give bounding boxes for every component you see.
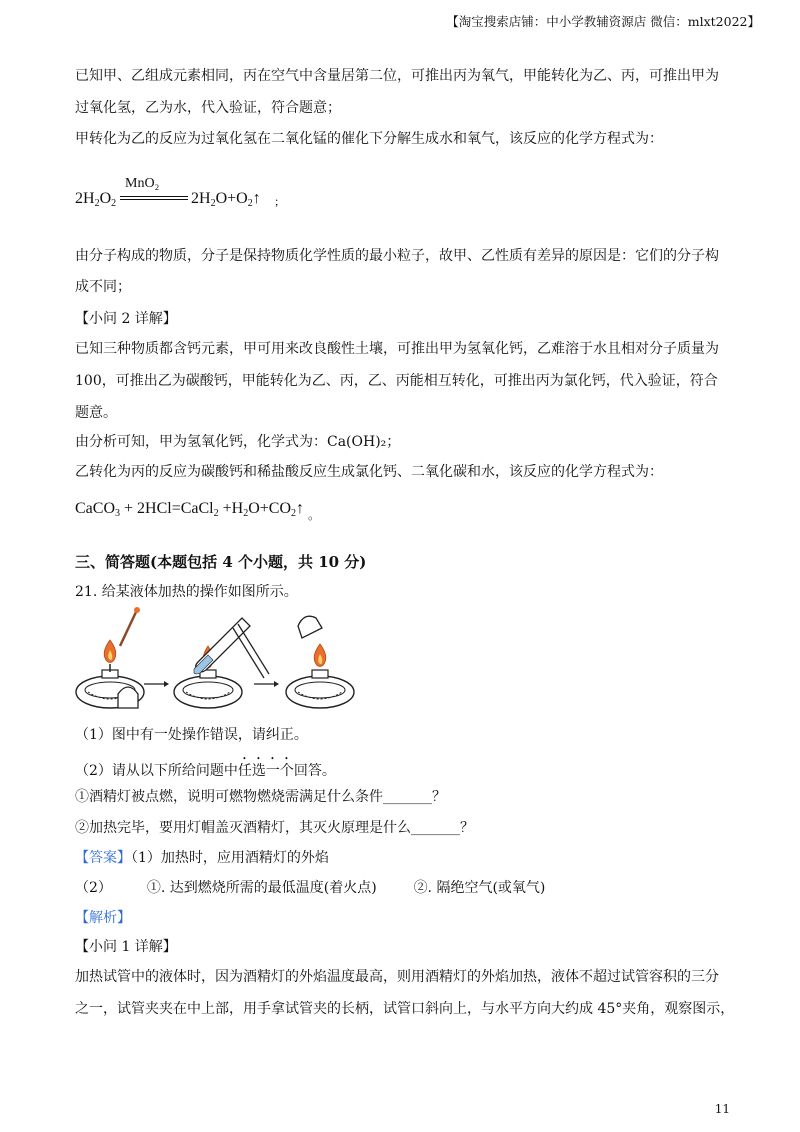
lamp-cap-icon — [118, 687, 138, 708]
page-number: 11 — [714, 1102, 730, 1116]
option-2: ②加热完毕，要用灯帽盖灭酒精灯，其灭火原理是什么_______？ — [75, 820, 474, 836]
section-title: 三、简答题(本题包括 4 个小题，共 10 分) — [75, 553, 367, 571]
paragraph-line: 乙转化为丙的反应为碳酸钙和稀盐酸反应生成氯化钙、二氧化碳和水，该反应的化学方程式为： — [75, 464, 663, 480]
arrow-right-icon — [274, 681, 279, 687]
subquestion-heading: 【小问 1 详解】 — [75, 939, 177, 955]
paragraph-line: 已知甲、乙组成元素相同，丙在空气中含量居第二位，可推出丙为氧气，甲能转化为乙、丙，可推出甲为 — [75, 68, 719, 84]
paragraph-line: 成不同； — [75, 279, 131, 295]
paragraph-line: 之一，试管夹夹在中上部，用手拿试管夹的长柄，试管口斜向上，与水平方向大约成 45°夹角，观察图示， — [75, 1001, 735, 1017]
paragraph-line: 加热试管中的液体时，因为酒精灯的外焰温度最高，则用酒精灯的外焰加热，液体不超过试管容积的三分 — [75, 969, 719, 985]
arrow-right-icon — [164, 681, 169, 687]
paragraph-line: 100，可推出乙为碳酸钙，甲能转化为乙、丙，乙、丙能相互转化，可推出丙为氯化钙，代入验证，符合 — [75, 373, 718, 389]
answer-option-b: ②. 隔绝空气(或氧气) — [413, 880, 546, 896]
answer-line-1 — [75, 848, 329, 868]
paragraph-line: 题意。 — [75, 405, 117, 421]
answer-prefix-2: （2） — [75, 880, 112, 896]
paragraph-line: 由分子构成的物质，分子是保持物质化学性质的最小粒子，故甲、乙性质有差异的原因是：它们的分子构 — [75, 248, 719, 264]
paragraph-line: 已知三种物质都含钙元素，甲可用来改良酸性土壤，可推出甲为氢氧化钙，乙难溶于水且相对分子质量为 — [75, 341, 719, 357]
alcohol-lamp-with-cap-above — [286, 616, 354, 708]
subquestion-2-suffix: 回答。 — [293, 763, 336, 779]
question-stem: 21. 给某液体加热的操作如图所示。 — [75, 584, 298, 600]
equals-bar — [120, 196, 188, 200]
subquestion-1: （1）图中有一处操作错误，请纠正。 — [75, 727, 308, 743]
equation-h2o2-decomposition: $2H_2O_2$ MnO₂ $2H_2O+O_2↑$ ; — [75, 176, 279, 209]
paragraph-line: 过氧化氢，乙为水，代入验证，符合题意； — [75, 100, 341, 116]
subquestion-2-prefix: （2）请从以下所给问题中 — [75, 763, 238, 779]
paragraph-line: 由分析可知，甲为氢氧化钙，化学式为：Ca(OH)₂； — [75, 434, 401, 450]
alcohol-lamp-heating-test-tube — [174, 618, 269, 708]
option-1: ①酒精灯被点燃，说明可燃物燃烧需满足什么条件_______？ — [75, 789, 446, 805]
analysis-label: 【解析】 — [75, 910, 131, 926]
answer-option-a: ①. 达到燃烧所需的最低温度(着火点) — [146, 880, 377, 896]
heating-operation-figure — [68, 606, 398, 718]
paragraph-line: 甲转化为乙的反应为过氧化氢在二氧化锰的催化下分解生成水和氧气，该反应的化学方程式为： — [75, 131, 663, 147]
emphasized-text: 任选一个 — [237, 763, 294, 779]
equation-caco3-hcl: CaCO$_3$ + 2HCl=CaCl$_2$ $+H_2O+CO_2↑$ $_。$ — [75, 500, 321, 522]
answer-text-1: （1）加热时，应用酒精灯的外焰 — [131, 850, 329, 866]
page-header: 【淘宝搜索店铺：中小学教辅资源店 微信：mlxt2022】 — [446, 14, 760, 29]
catalyst-label: MnO₂ — [125, 176, 160, 191]
answer-line-2 — [75, 878, 545, 898]
answer-label: 【答案】 — [75, 850, 131, 866]
subquestion-heading: 【小问 2 详解】 — [75, 311, 177, 327]
subquestion-2 — [75, 755, 336, 781]
